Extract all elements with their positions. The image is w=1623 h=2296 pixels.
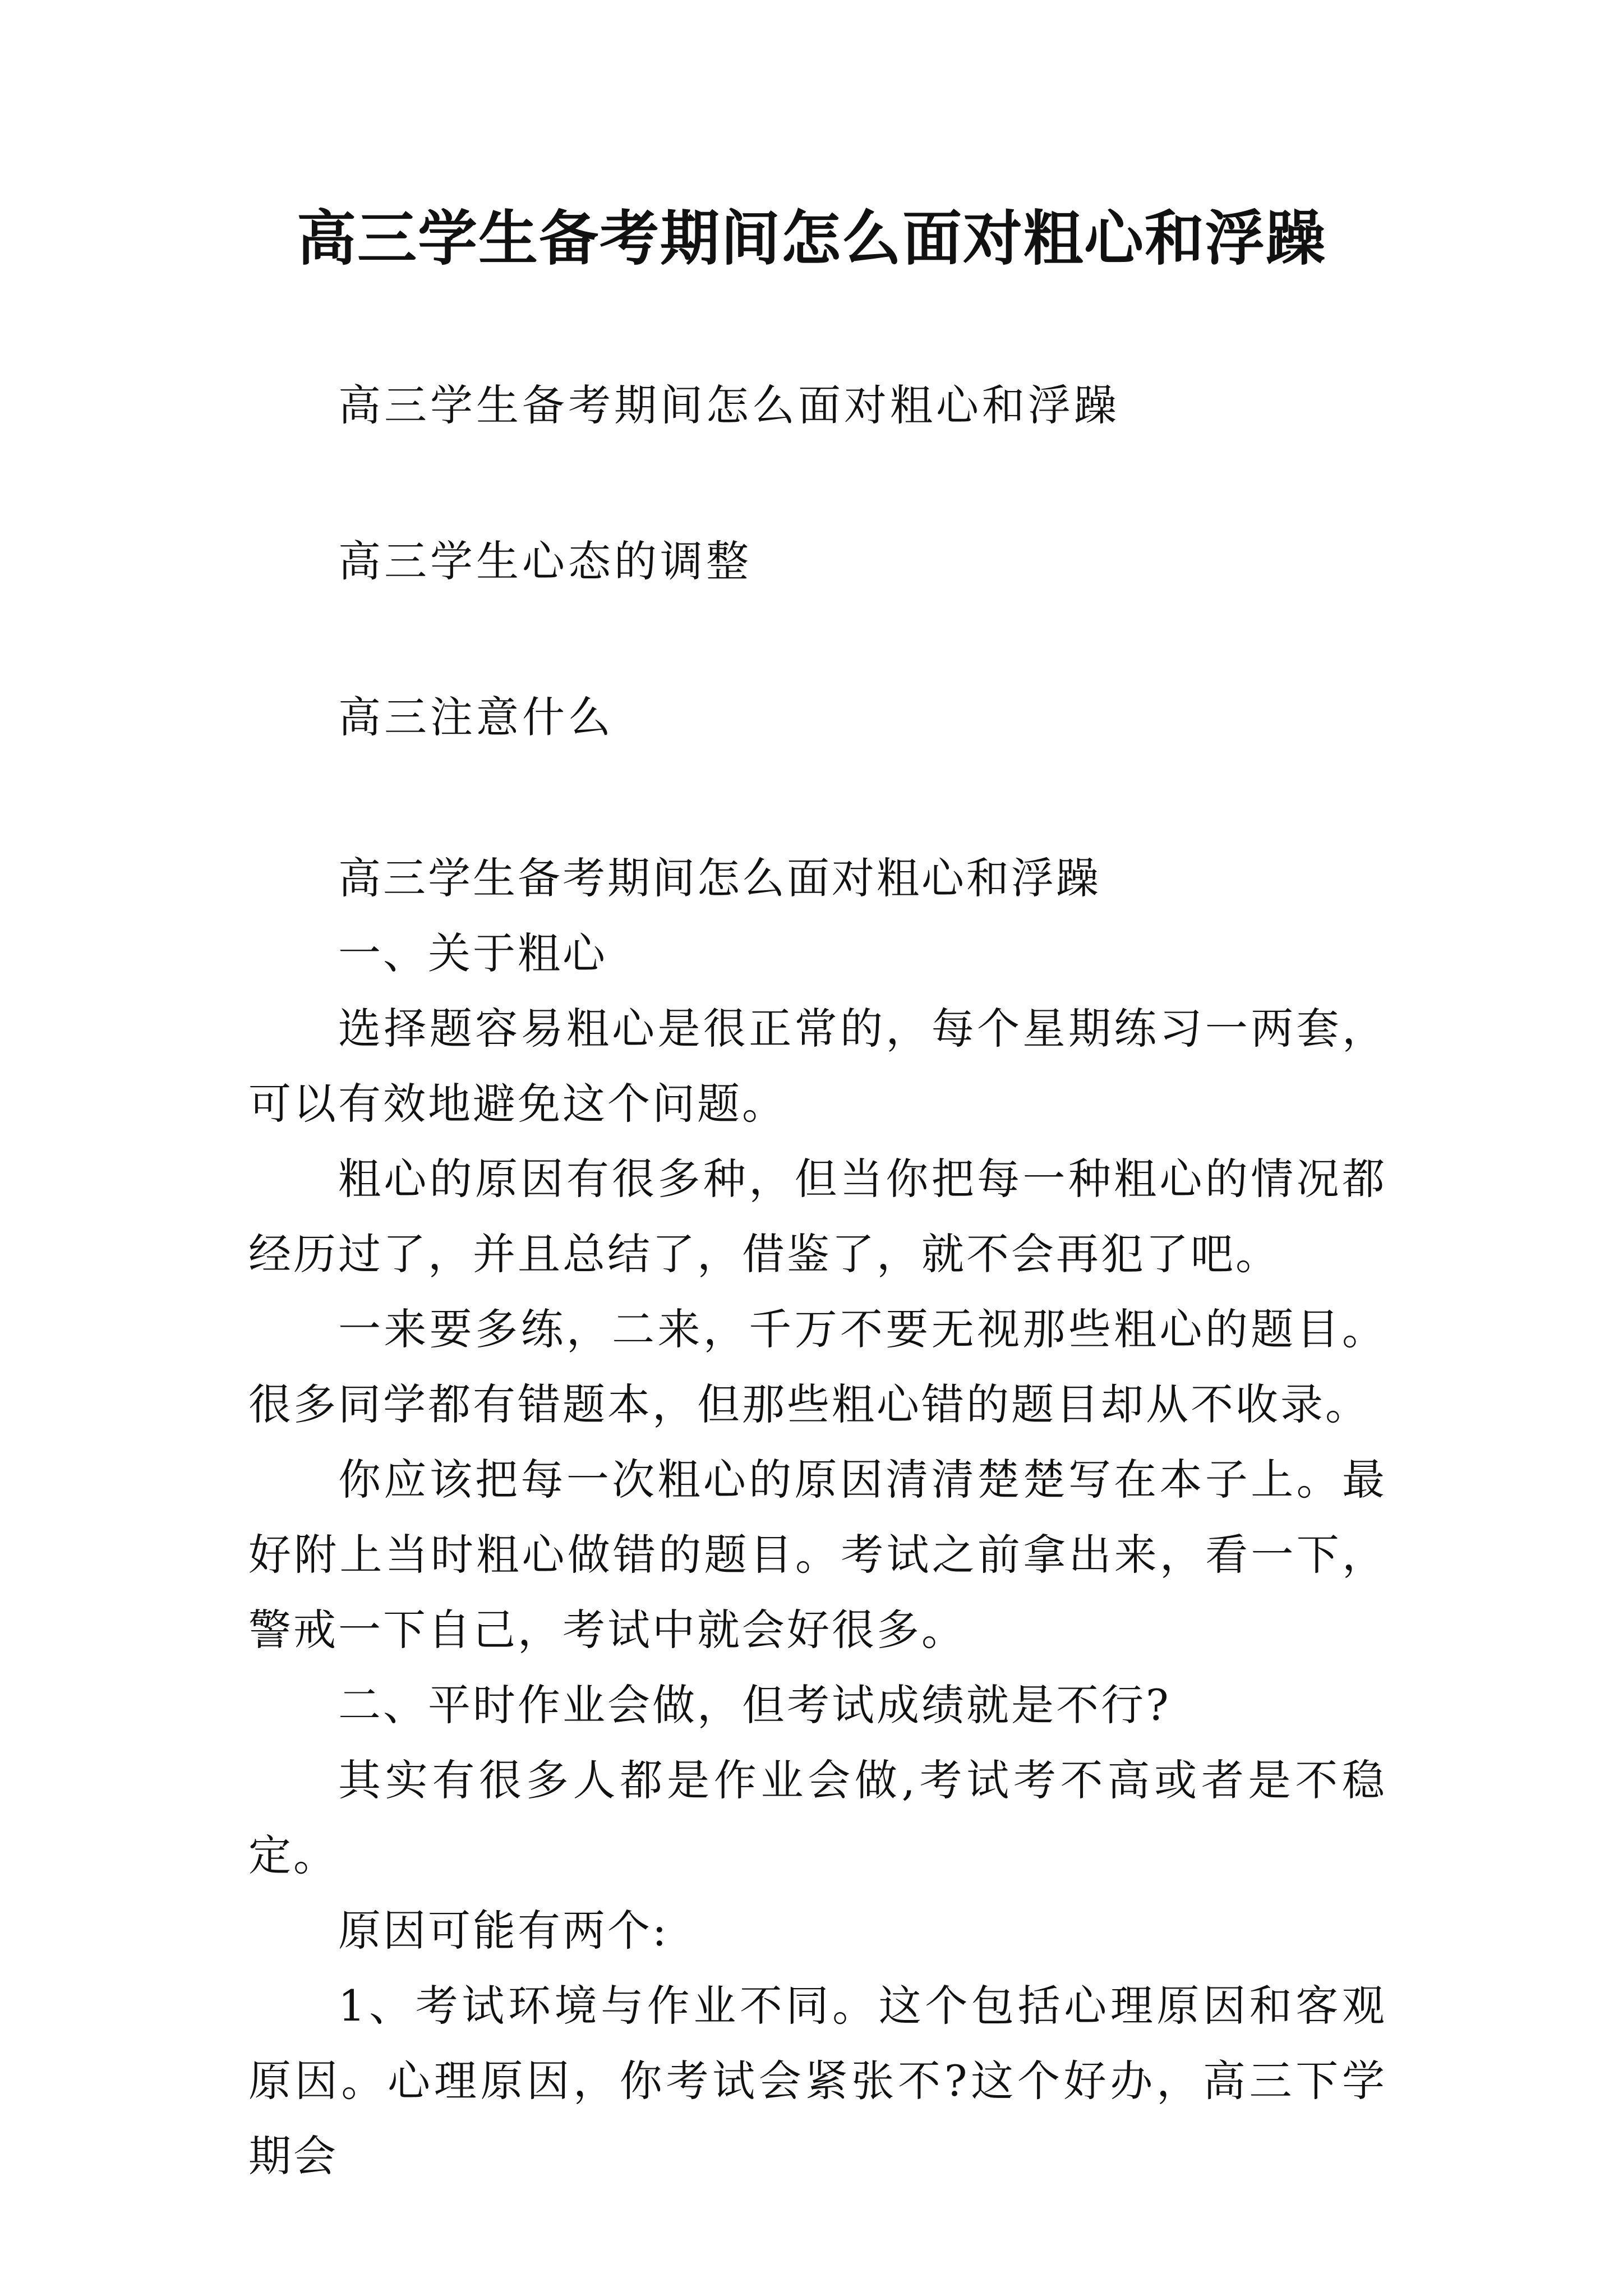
paragraph: 粗心的原因有很多种，但当你把每一种粗心的情况都经历过了，并且总结了，借鉴了，就不会再犯了吧。 [248,1154,1387,1279]
paragraph: 选择题容易粗心是很正常的，每个星期练习一两套，可以有效地避免这个问题。 [248,1004,1387,1129]
paragraph-heading-1: 一、关于粗心 [338,928,607,978]
toc-item: 高三学生心态的调整 [338,536,752,586]
toc-item: 高三注意什么 [338,692,614,742]
paragraph: 一来要多练，二来，千万不要无视那些粗心的题目。很多同学都有错题本，但那些粗心错的题目却从不收录。 [248,1304,1387,1429]
table-of-contents [338,375,1460,748]
document-body [248,841,1387,2194]
paragraph: 原因可能有两个: [338,1906,669,1955]
paragraph: 你应该把每一次粗心的原因清清楚楚写在本子上。最好附上当时粗心做错的题目。考试之前拿出来，看一下，警戒一下自己，考试中就会好很多。 [248,1455,1387,1655]
paragraph: 其实有很多人都是作业会做,考试考不高或者是不稳定。 [248,1755,1387,1880]
paragraph-section-title: 高三学生备考期间怎么面对粗心和浮躁 [338,853,1101,903]
toc-item: 高三学生备考期间怎么面对粗心和浮躁 [338,380,1120,430]
paragraph-heading-2: 二、平时作业会做，但考试成绩就是不行? [338,1680,1171,1730]
paragraph: 1、考试环境与作业不同。这个包括心理原因和客观原因。心理原因，你考试会紧张不?这个好办，高三下学期会 [248,1981,1387,2181]
document-title: 高三学生备考期间怎么面对粗心和浮躁 [297,203,1326,273]
